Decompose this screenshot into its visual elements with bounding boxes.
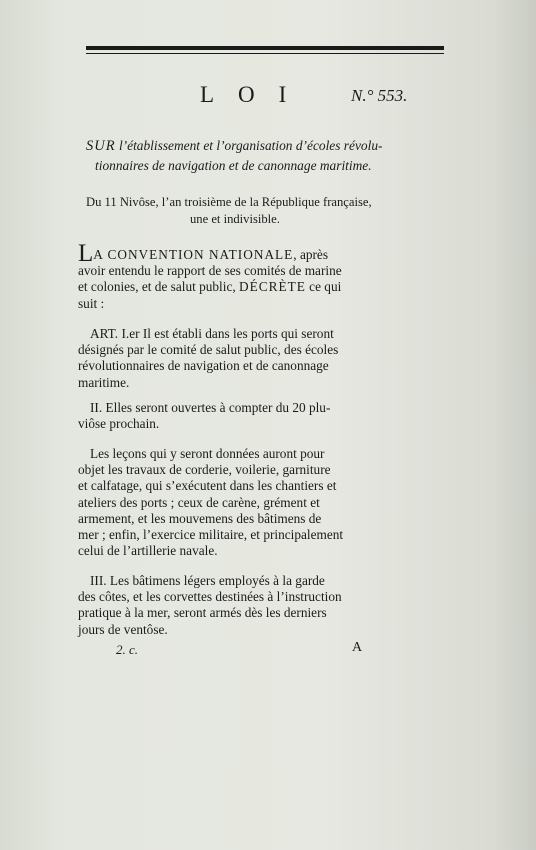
preamble-line-3-b: ce qui: [305, 279, 342, 295]
article-1: [78, 326, 434, 391]
article-2: [78, 400, 434, 432]
article-3-line-2: des côtes, et les corvettes destinées à l’instruction: [78, 589, 342, 605]
law-title: LOI: [200, 82, 311, 107]
lessons-line-4: ateliers des ports ; ceux de carène, grément et: [78, 494, 320, 510]
signature-letter: A: [352, 640, 363, 655]
subtitle-line-1: [86, 136, 426, 156]
law-number: N.° 553.: [351, 86, 408, 105]
lessons-line-5: armement, et les mouvemens des bâtimens de: [78, 510, 322, 526]
article-2-line-2: viôse prochain.: [78, 416, 160, 432]
drop-cap: L: [78, 240, 94, 267]
paragraph-preamble: [78, 240, 434, 312]
article-1-line-2: désignés par le comité de salut public, des écoles: [78, 342, 339, 358]
article-1-line-3: révolutionnaires de navigation et de canonnage: [78, 358, 329, 374]
convention-nationale: A CONVENTION NATIONALE: [93, 247, 294, 262]
lessons-line-1: Les leçons qui y seront données auront pour: [90, 446, 325, 461]
date-line-1: Du 11 Nivôse, l’an troisième de la République française,: [86, 195, 372, 209]
preamble-line-1-rest: , après: [293, 247, 328, 262]
article-2-line-1: II. Elles seront ouvertes à compter du 20 plu-: [90, 400, 331, 415]
preamble-line-3-a: et colonies, et de salut public,: [78, 279, 239, 295]
header-rule-thick: [86, 46, 444, 50]
preamble-line-3: [78, 279, 434, 295]
lessons-line-6: mer ; enfin, l’exercice militaire, et principalement: [78, 527, 344, 543]
paragraph-lessons: [78, 446, 434, 559]
header-rule-thin: [86, 53, 444, 54]
article-1-line-1: ART. I.er Il est établi dans les ports qui seront: [90, 326, 334, 341]
preamble-line-2: avoir entendu le rapport de ses comités de marine: [78, 263, 342, 279]
lessons-line-3: et calfatage, qui s’exécutent dans les chantiers et: [78, 478, 337, 494]
signature-mark: 2. c.: [116, 642, 139, 657]
article-3-line-4: jours de ventôse.: [78, 621, 168, 637]
subtitle-line-2: tionnaires de navigation et de canonnage maritime.: [95, 158, 372, 173]
subtitle-line-1-text: l’établissement et l’organisation d’écoles révolu-: [115, 138, 383, 153]
lessons-line-7: celui de l’artillerie navale.: [78, 543, 218, 559]
decrete-word: DÉCRÈTE: [239, 279, 306, 295]
date-line-2: une et indivisible.: [190, 212, 280, 226]
lessons-line-2: objet les travaux de corderie, voilerie, garniture: [78, 462, 331, 478]
preamble-line-4: suit :: [78, 295, 105, 311]
article-3: [78, 573, 434, 638]
law-subtitle: [86, 136, 426, 175]
article-3-line-1: III. Les bâtimens légers employés à la garde: [90, 573, 325, 588]
article-3-line-3: pratique à la mer, seront armés dès les derniers: [78, 605, 327, 621]
article-1-line-4: maritime.: [78, 374, 130, 390]
preamble-line-1: [78, 240, 434, 267]
subtitle-lead: SUR: [86, 138, 116, 154]
law-date: [86, 194, 426, 228]
